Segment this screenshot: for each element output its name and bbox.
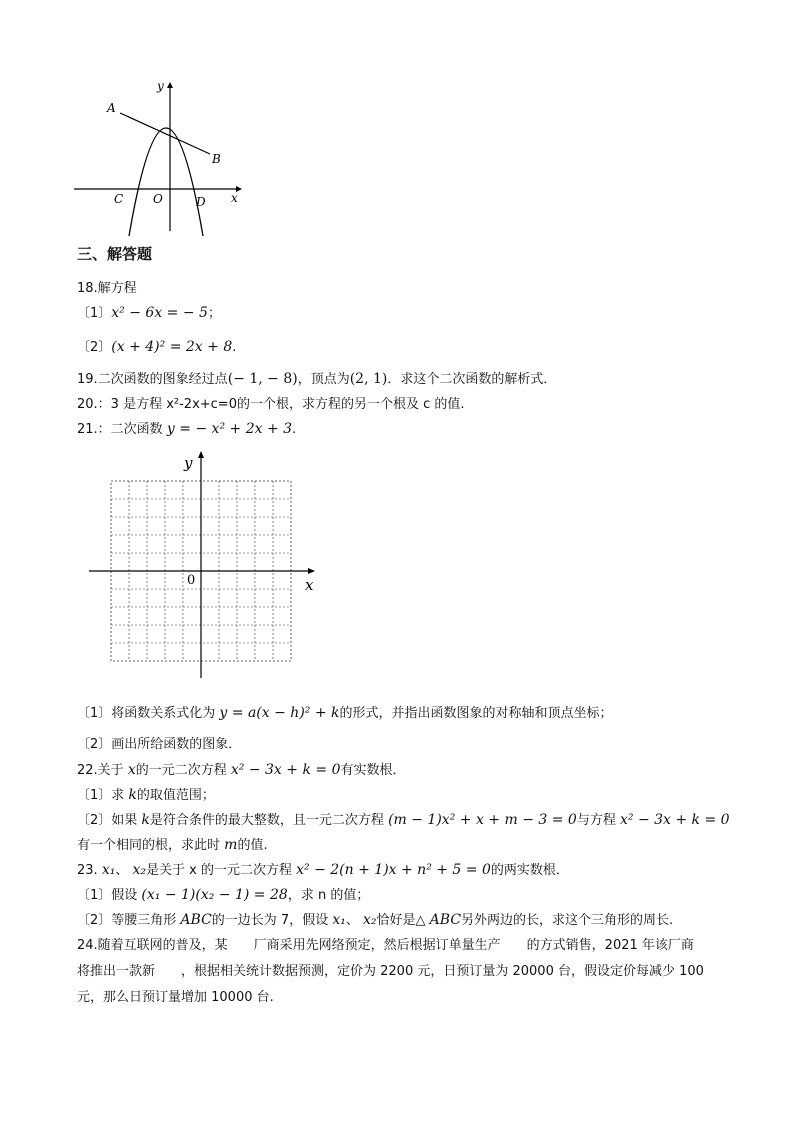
- q18-p2-end: .: [232, 340, 237, 355]
- q22-p1-a: 〔1〕求: [77, 788, 125, 803]
- q19-suffix: ．求这个二次函数的解析式．: [387, 372, 557, 387]
- q22-p2-c: 与方程: [576, 813, 616, 828]
- q22-p2-eq1: (m − 1)x² + x + m − 3 = 0: [388, 812, 577, 828]
- q22-suffix: 有实数根．: [340, 763, 406, 778]
- q18-part1: [77, 304, 221, 323]
- q24-line2: 将推出一款新 ，根据相关统计数据预测，定价为 2200 元，日预订量为 20000 台，假设定价每减少 100: [77, 964, 704, 979]
- q23: [77, 861, 569, 880]
- q23-x2: x₂: [132, 862, 147, 878]
- q21-math: y = − x² + 2x + 3: [166, 421, 293, 437]
- q23-part2: [77, 911, 673, 930]
- q19: [77, 370, 556, 389]
- label-o: O: [153, 192, 163, 206]
- section-heading: 三、解答题: [77, 245, 153, 263]
- q23-part1: [77, 886, 369, 905]
- label-d: D: [196, 195, 206, 209]
- q24-line3: 元，那么日预订量增加 10000 台.: [77, 990, 274, 1005]
- y-axis-arrow: [167, 82, 173, 88]
- q23-p2-x1: x₁: [332, 912, 346, 928]
- grid-x-arrow: [308, 568, 315, 574]
- q23-p1-a: 〔1〕假设: [77, 888, 138, 903]
- q22-p2-m: m: [224, 837, 238, 853]
- line-ab: [120, 113, 210, 154]
- q18-p1-math: x² − 6x = − 5: [111, 305, 208, 321]
- q20: 20.：3 是方程 x²-2x+c=0的一个根，求方程的另一个根及 c 的值.: [77, 397, 465, 412]
- q19-point1: (− 1, − 8): [227, 371, 298, 387]
- q23-mid: 是关于 x 的一元二次方程: [146, 863, 292, 878]
- grid-y-arrow: [198, 451, 204, 458]
- q21: [77, 420, 296, 439]
- q18-p1-end: ；: [207, 306, 221, 321]
- q23-p1-eq: (x₁ − 1)(x₂ − 1) = 28: [141, 887, 288, 903]
- q23-p2-a: 〔2〕等腰三角形: [77, 913, 177, 928]
- q22: [77, 761, 406, 780]
- q22-part2: [77, 811, 730, 830]
- q23-p2-abc2: ABC: [429, 912, 462, 928]
- q21-p1-math: y = a(x − h)² + k: [219, 705, 340, 721]
- q22-p2-eq2: x² − 3x + k = 0: [619, 812, 730, 828]
- label-a: A: [107, 101, 116, 115]
- q22-eq: x² − 3x + k = 0: [230, 762, 341, 778]
- label-b: B: [212, 152, 221, 166]
- q18-p1-label: 〔1〕: [77, 306, 112, 321]
- q22-p2-a: 〔2〕如果: [77, 813, 138, 828]
- q23-x1: x₁: [101, 862, 116, 878]
- q21-prefix: 21.：二次函数: [77, 422, 163, 437]
- parabola-curve: [129, 128, 203, 236]
- q22-p2-e: 的值.: [237, 838, 268, 853]
- q22-part1: [77, 786, 215, 805]
- q22-prefix: 22.关于: [77, 763, 124, 778]
- q23-p2-c: 恰好是△: [376, 913, 426, 928]
- q22-mid: 的一元二次方程: [135, 763, 227, 778]
- q23-suffix: 的两实数根．: [490, 863, 569, 878]
- q23-eq: x² − 2(n + 1)x + n² + 5 = 0: [296, 862, 491, 878]
- q22-p1-k: k: [128, 787, 137, 803]
- q18-part2: [77, 338, 236, 357]
- q22-p2-b: 是符合条件的最大整数，且一元二次方程: [149, 813, 384, 828]
- q22-p2-d: 有一个相同的根，求此时: [77, 838, 221, 853]
- q18-p2-math: (x + 4)² = 2x + 8: [111, 339, 233, 355]
- label-x: x: [231, 191, 238, 205]
- q23-prefix: 23.: [77, 863, 98, 878]
- q19-point2: (2, 1): [349, 371, 388, 387]
- q23-p2-d: 另外两边的长，求这个三角形的周长.: [461, 913, 674, 928]
- label-y: y: [157, 79, 164, 93]
- grid-figure: [86, 448, 326, 680]
- q19-prefix: 19.二次函数的图象经过点: [77, 372, 228, 387]
- q23-p1-b: ，求 n 的值；: [287, 888, 370, 903]
- q24-line1: 24.随着互联网的普及，某 厂商采用先网络预定，然后根据订单量生产 的方式销售，2021 年该厂商: [77, 938, 694, 953]
- q22-part2-cont: [77, 836, 268, 855]
- label-c: C: [114, 192, 124, 206]
- grid-label-origin: 0: [187, 573, 196, 588]
- grid-label-y: y: [184, 454, 193, 472]
- q21-p1-suffix: 的形式，并指出函数图象的对称轴和顶点坐标；: [339, 706, 613, 721]
- q18-title: 18.解方程: [77, 281, 137, 296]
- q21-part1: [77, 704, 613, 723]
- q22-p2-k: k: [141, 812, 150, 828]
- q18-p2-label: 〔2〕: [77, 340, 112, 355]
- q23-p2-abc: ABC: [180, 912, 212, 928]
- q22-p1-b: 的取值范围；: [136, 788, 215, 803]
- q23-p2-sep: 、: [345, 913, 359, 928]
- q21-end: .: [292, 422, 297, 437]
- q23-sep: 、: [115, 863, 129, 878]
- q23-p2-x2: x₂: [363, 912, 377, 928]
- q19-mid: ，顶点为: [297, 372, 350, 387]
- grid-label-x: x: [305, 576, 314, 594]
- q21-p1-label: 〔1〕将函数关系式化为: [77, 706, 216, 721]
- q21-part2: 〔2〕画出所给函数的图象．: [77, 737, 242, 752]
- parabola-figure: [70, 76, 250, 236]
- q22-var-x: x: [127, 762, 136, 778]
- q23-p2-b: 的一边长为 7，假设: [211, 913, 329, 928]
